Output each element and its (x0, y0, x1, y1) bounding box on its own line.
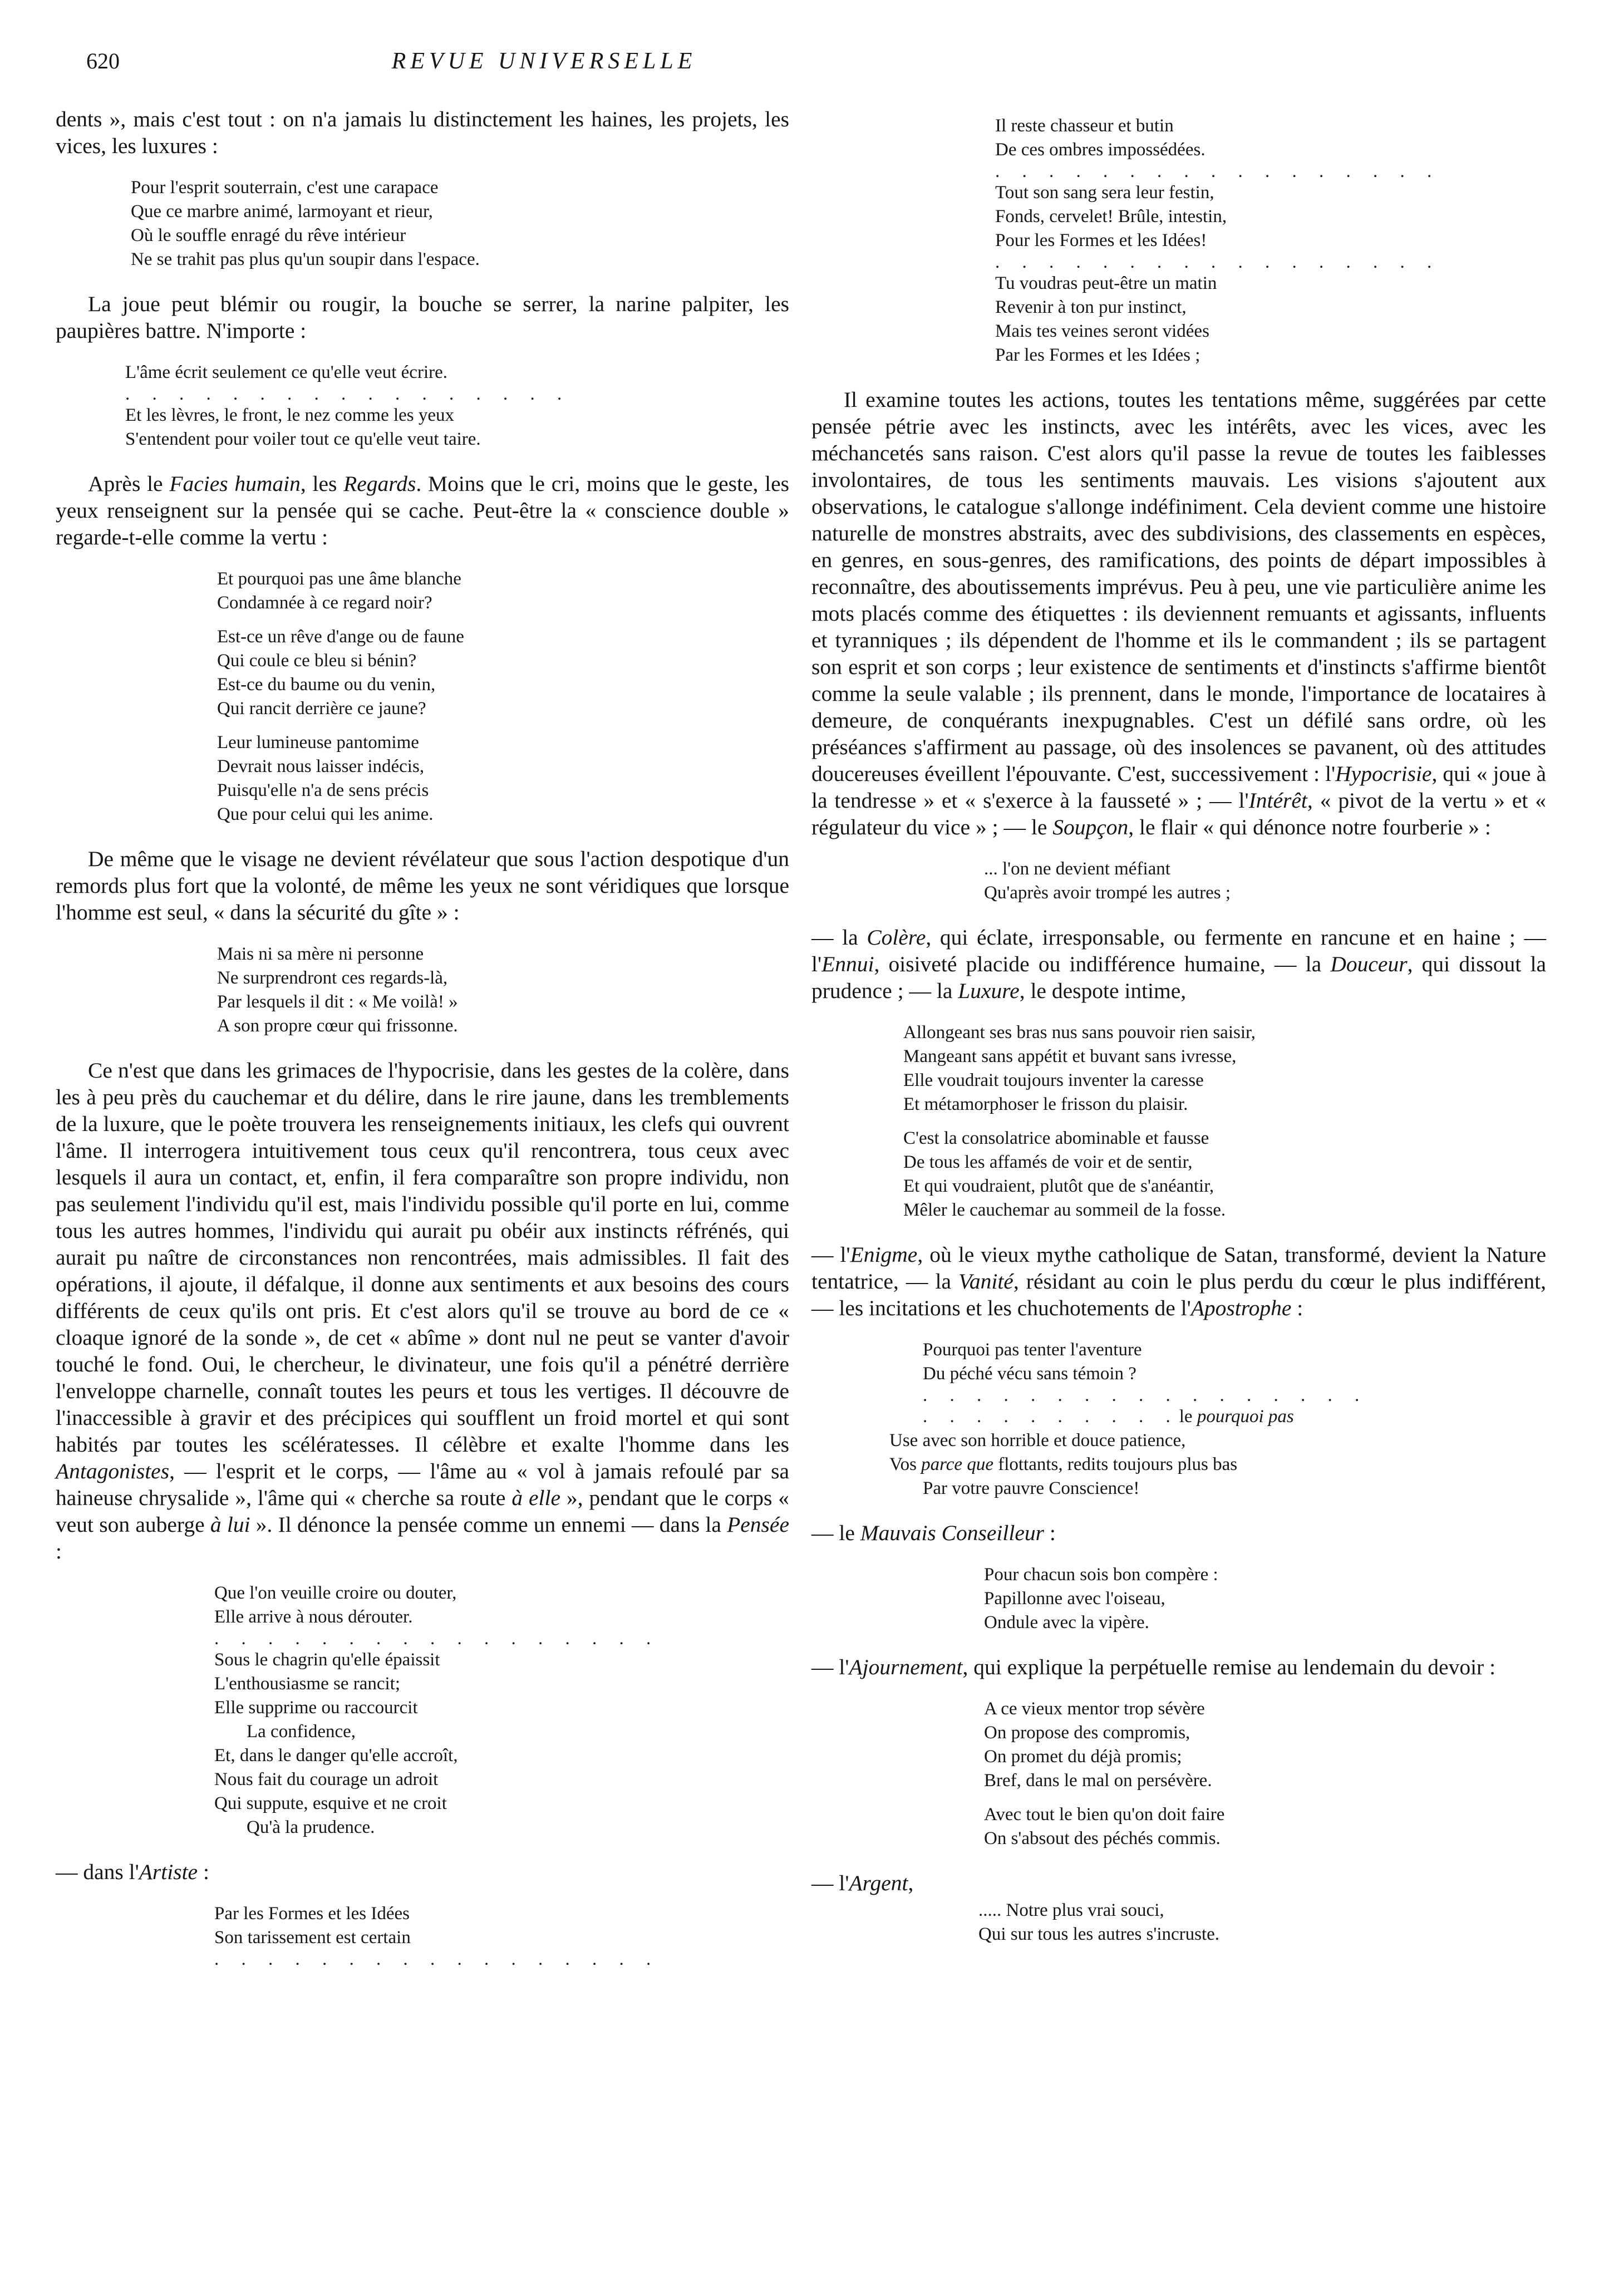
verse-line: Par votre pauvre Conscience! (923, 1478, 1140, 1498)
work-title: Mauvais Conseilleur (860, 1521, 1044, 1545)
verse-line: Et métamorphoser le frisson du plaisir. (903, 1094, 1188, 1114)
verse-line: Mais tes veines seront vidées (995, 321, 1209, 341)
verse-line: Pour les Formes et les Idées! (995, 230, 1207, 250)
verse-line: Qu'à la prudence. (247, 1817, 375, 1837)
verse-line: S'entendent pour voiler tout ce qu'elle veut taire. (125, 429, 481, 449)
verse-line: Sous le chagrin qu'elle épaissit (214, 1650, 440, 1670)
verse-line: Par les Formes et les Idées (214, 1904, 410, 1924)
verse-line: ..... Notre plus vrai souci, (978, 1900, 1164, 1920)
verse-line: Pour chacun sois bon compère : (984, 1565, 1218, 1585)
ellipsis-dots: . . . . . . . . . . . . . . . . . (214, 1949, 660, 1969)
verse-line: Que pour celui qui les anime. (217, 804, 434, 824)
verse-line: On s'absout des péchés commis. (984, 1828, 1221, 1848)
work-title: Artiste (139, 1860, 198, 1884)
verse-block (811, 1338, 1546, 1501)
paragraph: — l'Ajournement, qui explique la perpétuelle remise au lendemain du devoir : (811, 1655, 1496, 1679)
verse-line: Mangeant sans appétit et buvant sans ivresse, (903, 1046, 1237, 1066)
verse-line: De tous les affamés de voir et de sentir, (903, 1152, 1193, 1172)
verse-block (56, 176, 789, 272)
work-title: Pensée (727, 1512, 789, 1537)
work-title: Soupçon (1052, 815, 1129, 839)
verse-line: La confidence, (247, 1722, 356, 1742)
verse-line: Par les Formes et les Idées ; (995, 345, 1200, 365)
page-header (86, 48, 1002, 81)
verse-line: Use avec son horrible et douce patience, (889, 1430, 1186, 1451)
verse-line: De ces ombres impossédées. (995, 140, 1206, 160)
verse-line: Et qui voudraient, plutôt que de s'anéantir, (903, 1176, 1214, 1196)
verse-block (56, 361, 789, 451)
verse-line: Pour l'esprit souterrain, c'est une carapace (131, 178, 439, 198)
verse-block (56, 1581, 789, 1840)
verse-line: Et, dans le danger qu'elle accroît, (214, 1746, 458, 1766)
verse-line: On propose des compromis, (984, 1723, 1190, 1743)
verse-line: Qui sur tous les autres s'incruste. (978, 1924, 1220, 1944)
verse-line: Qui rancit derrière ce jaune? (217, 699, 426, 719)
verse-line: Puisqu'elle n'a de sens précis (217, 780, 429, 800)
ellipsis-dots: . . . . . . . . . . . . . . . . . (214, 1629, 660, 1649)
verse-line: Ne se trahit pas plus qu'un soupir dans l'espace. (131, 249, 480, 269)
verse-line: Du péché vécu sans témoin ? (923, 1364, 1136, 1384)
work-title: Luxure (958, 979, 1020, 1003)
verse-line: Condamnée à ce regard noir? (217, 593, 432, 613)
work-title: Ajournement (849, 1655, 963, 1679)
verse-line: Nous fait du courage un adroit (214, 1769, 439, 1789)
work-title: Ennui (821, 952, 874, 976)
verse-line: A son propre cœur qui frissonne. (217, 1016, 458, 1036)
verse-line: Bref, dans le mal on persévère. (984, 1771, 1212, 1791)
work-title: Vanité (958, 1269, 1013, 1294)
verse-line: L'âme écrit seulement ce qu'elle veut écrire. (125, 362, 447, 382)
paragraph: La joue peut blémir ou rougir, la bouche se serrer, la narine palpiter, les paupières battre. N'importe : (56, 292, 789, 343)
work-title: Regards (343, 471, 416, 496)
verse-line: C'est la consolatrice abominable et fausse (903, 1128, 1209, 1148)
verse-block (811, 1697, 1546, 1851)
verse-line: Mêler le cauchemar au sommeil de la fosse. (903, 1200, 1226, 1220)
verse-block (811, 857, 1546, 905)
verse-line: . . . . . . . . . .le pourquoi pas (923, 1407, 1294, 1427)
verse-line: Qui coule ce bleu si bénin? (217, 651, 417, 671)
verse-line: Qui suppute, esquive et ne croit (214, 1793, 447, 1813)
page-number: 620 (86, 48, 120, 73)
work-title: Apostrophe (1190, 1296, 1292, 1320)
ellipsis-dots: . . . . . . . . . . . . . . . . . (995, 252, 1441, 272)
verse-line: On promet du déjà promis; (984, 1747, 1182, 1767)
verse-line: Allongeant ses bras nus sans pouvoir rien saisir, (903, 1022, 1256, 1043)
verse-line: L'enthousiasme se rancit; (214, 1674, 401, 1694)
work-title: Antagonistes (56, 1459, 170, 1483)
verse-line: Ne surprendront ces regards-là, (217, 968, 448, 988)
paragraph: — dans l'Artiste : (56, 1860, 209, 1884)
verse-block (56, 567, 789, 827)
paragraph: De même que le visage ne devient révélateur que sous l'action despotique d'un remords plus fort que la volonté, de même les yeux ne sont véridiques que lorsque l'homme est seul, « dans la sécurité du gîte » : (56, 847, 789, 925)
verse-line: Devrait nous laisser indécis, (217, 756, 425, 776)
verse-line: Que l'on veuille croire ou douter, (214, 1583, 457, 1603)
verse-line: Et les lèvres, le front, le nez comme les yeux (125, 405, 455, 425)
work-title: Douceur (1330, 952, 1408, 976)
verse-line: Tout son sang sera leur festin, (995, 183, 1214, 203)
verse-line: Elle arrive à nous dérouter. (214, 1607, 413, 1627)
paragraph: — la Colère, qui éclate, irresponsable, ou fermente en rancune et en haine ; — l'Ennui, oisiveté placide ou indifférence humaine, — la Douceur, qui dissout la prudence ; — la Luxure, le despote intime, (811, 925, 1546, 1003)
verse-line: Mais ni sa mère ni personne (217, 944, 424, 964)
work-title: Argent (849, 1871, 908, 1895)
verse-line: Vos parce que flottants, redits toujours plus bas (889, 1454, 1238, 1474)
paragraph: — l'Argent, (811, 1871, 914, 1895)
work-title: Intérêt (1248, 788, 1307, 813)
work-title: Colère (867, 925, 926, 950)
verse-block (811, 114, 1546, 367)
verse-line: Revenir à ton pur instinct, (995, 297, 1187, 317)
verse-line: Tu voudras peut-être un matin (995, 273, 1217, 293)
running-title: REVUE UNIVERSELLE (391, 48, 697, 74)
paragraph: Il examine toutes les actions, toutes les tentations même, suggérées par cette pensée pétrie avec les instincts, avec les intérêts, avec les vices, avec les méchancetés sans raison. C'est alors qu'il passe la revue de toutes les faiblesses involontaires, de tous les sentiments mauvais. Les visions s'ajoutent aux observations, le catalogue s'allonge indéfiniment. Cela devient comme une histoire naturelle de monstres abstraits, avec des subdivisions, des classements en espèces, en genres, en sous-genres, des ramifications, des points de départ impossibles à reconnaître, des aboutissements imprévus. Peu à peu, une vie particulière anime les mots placés comme des étiquettes : ils deviennent remuants et agissants, influents et tyranniques ; ils dépendent de l'homme et ils le commandent ; ils se partagent son esprit et son corps ; leur existence de sentiments et d'instincts s'affirme bientôt comme la seule valable ; ils prennent, dans le monde, l'importance de locataires à demeure, de conquérants inexpugnables. C'est un défilé sans ordre, où les préséances s'affirment au passage, où des insolences se pavanent, où des attitudes doucereuses éveillent l'épouvante. C'est, successivement : l'Hypocrisie, qui « joue à la tendresse » et « s'exerce à la fausseté » ; — l'Intérêt, « pivot de la vertu » et « régulateur du vice » ; — le Soupçon, le flair « qui dénonce notre fourberie » : (811, 387, 1547, 839)
verse-line: Où le souffle enragé du rêve intérieur (131, 225, 406, 245)
verse-block (811, 1899, 1546, 1946)
ellipsis-dots: . . . . . . . . . . . . . . . . . (995, 161, 1441, 181)
verse-line: Par lesquels il dit : « Me voilà! » (217, 992, 458, 1012)
ellipsis-dots: . . . . . . . . . . . . . . . . . (125, 384, 571, 404)
verse-line: Leur lumineuse pantomime (217, 732, 419, 753)
verse-line: Elle supprime ou raccourcit (214, 1698, 418, 1718)
verse-line: ... l'on ne devient méfiant (984, 859, 1170, 879)
verse-line: Que ce marbre animé, larmoyant et rieur, (131, 201, 433, 222)
verse-block (56, 942, 789, 1038)
verse-line: Avec tout le bien qu'on doit faire (984, 1805, 1225, 1825)
verse-line: Il reste chasseur et butin (995, 116, 1174, 136)
verse-line: A ce vieux mentor trop sévère (984, 1699, 1205, 1719)
ellipsis-dots: . . . . . . . . . . (923, 1407, 1179, 1427)
work-title: Hypocrisie (1335, 761, 1432, 786)
ellipsis-dots: . . . . . . . . . . . . . . . . . (923, 1385, 1369, 1405)
work-title: Enigme (850, 1242, 918, 1267)
paragraph: — l'Enigme, où le vieux mythe catholique de Satan, transformé, devient la Nature tentatrice, — la Vanité, résidant au coin le plus perdu du cœur le plus indifférent, — les incitations et les chuchotements de l'Apostrophe : (811, 1242, 1546, 1320)
verse-block (811, 1563, 1546, 1635)
paragraph: — le Mauvais Conseilleur : (811, 1521, 1056, 1545)
verse-line: Est-ce du baume ou du venin, (217, 675, 436, 695)
verse-line: Papillonne avec l'oiseau, (984, 1589, 1165, 1609)
verse-block (56, 1902, 789, 1969)
verse-line: Ondule avec la vipère. (984, 1612, 1149, 1633)
work-title: Facies humain (169, 471, 301, 496)
left-column (56, 106, 789, 1988)
verse-block (811, 1021, 1546, 1222)
verse-line: Qu'après avoir trompé les autres ; (984, 883, 1231, 903)
right-column (811, 114, 1546, 1965)
verse-line: Est-ce un rêve d'ange ou de faune (217, 627, 464, 647)
paragraph: Ce n'est que dans les grimaces de l'hypocrisie, dans les gestes de la colère, dans les à peu près du cauchemar et du délire, dans le rire jaune, dans les tremblements de la luxure, que le poète trouvera les renseignements initiaux, les clefs qui ouvrent l'âme. Il interrogera intuitivement tous ceux qu'il rencontrera, tous ceux avec lesquels il aura un contact, et, enfin, il fera comparaître son propre individu, non pas seulement l'individu qu'il est, mais l'individu possible qu'il porte en lui, comme tous les autres hommes, l'individu qui aurait pu obéir aux instincts réfrénés, qui aurait pu naître de circonstances non rencontrées, mais admissibles. Il fait des opérations, il ajoute, il défalque, il donne aux sentiments et aux besoins des cours différents de ceux qu'ils ont pris. Et c'est alors qu'il se trouve au bord de ce « cloaque ignoré de la sonde », de cet « abîme » dont nul ne peut se vanter d'avoir touché le fond. Oui, le chercheur, le divinateur, une fois qu'il a pénétré derrière l'enveloppe charnelle, connaît toutes les peurs et tous les vertiges. Il découvre de l'inaccessible à gravir et des précipices qui soufflent un froid mortel et qui sont habités par toutes les scélératesses. Il célèbre et exalte l'homme dans les Antagonistes, — l'esprit et le corps, — l'âme au « vol à jamais refoulé par sa haineuse chrysalide », l'âme qui « cherche sa route à elle », pendant que le corps « veut son auberge à lui ». Il dénonce la pensée comme un ennemi — dans la Pensée : (56, 1058, 790, 1564)
verse-line: Fonds, cervelet! Brûle, intestin, (995, 207, 1227, 227)
paragraph: Après le Facies humain, les Regards. Moins que le cri, moins que le geste, les yeux renseignent sur la pensée qui se cache. Peut-être la « conscience double » regarde-t-elle comme la vertu : (56, 471, 789, 549)
verse-line: Son tarissement est certain (214, 1928, 411, 1948)
paragraph: dents », mais c'est tout : on n'a jamais lu distinctement les haines, les projets, les vices, les luxures : (56, 107, 789, 158)
verse-line: Et pourquoi pas une âme blanche (217, 569, 461, 589)
verse-line: Elle voudrait toujours inventer la caresse (903, 1070, 1204, 1090)
verse-line: Pourquoi pas tenter l'aventure (923, 1340, 1142, 1360)
